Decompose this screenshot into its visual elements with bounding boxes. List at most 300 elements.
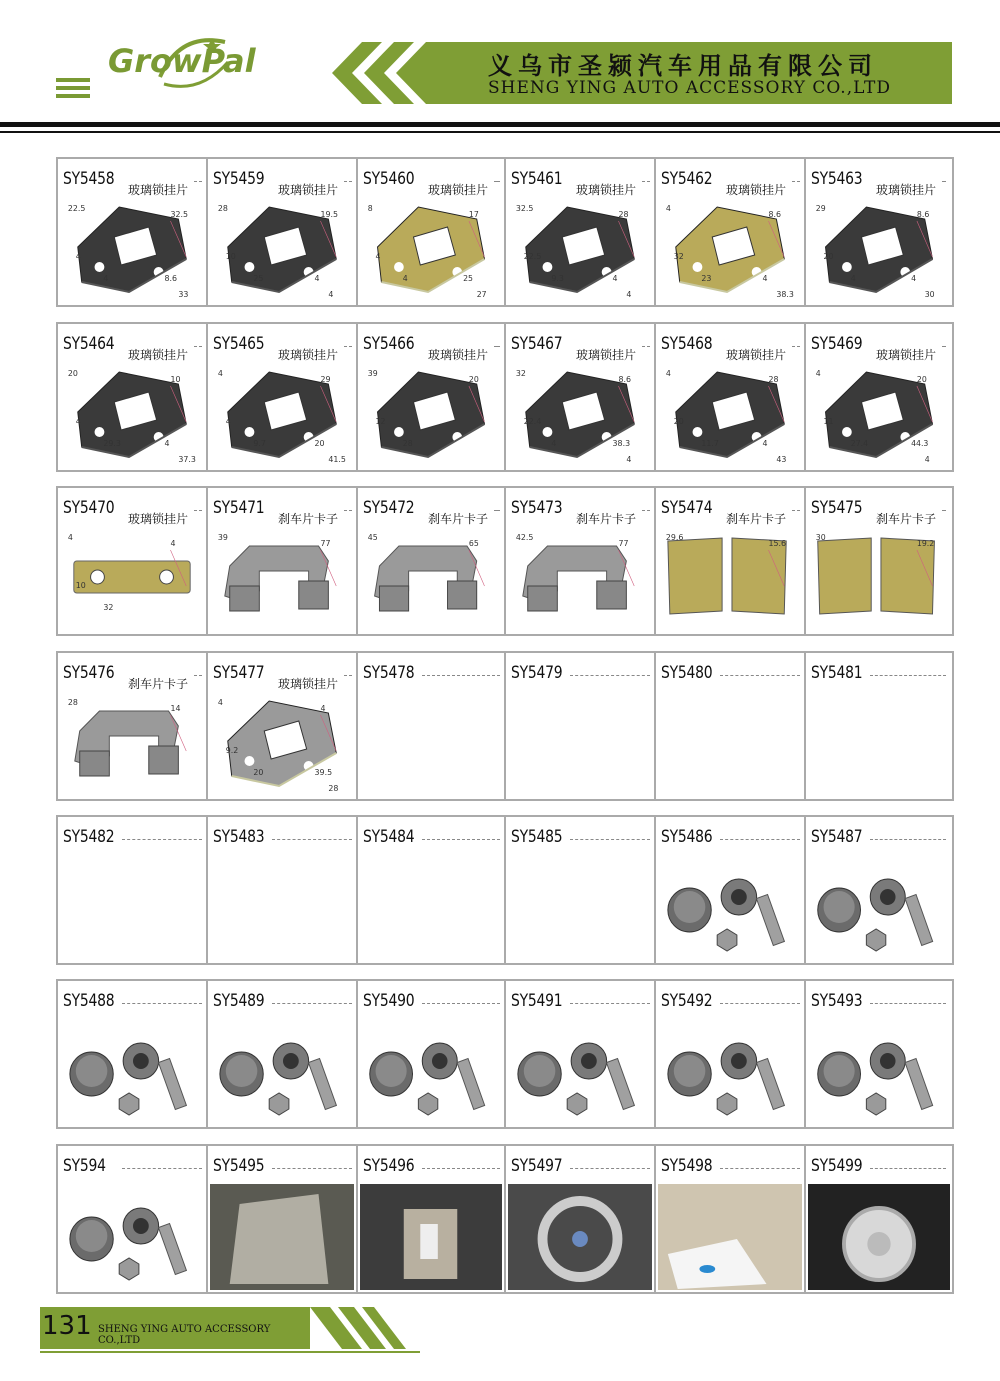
dashed-separator <box>422 675 500 676</box>
dashed-separator <box>720 675 800 676</box>
product-image <box>60 1184 204 1290</box>
dashed-separator <box>942 346 946 347</box>
product-photo <box>508 197 652 303</box>
dimension-label: 28 <box>67 697 78 708</box>
chevron-arrows-icon <box>322 42 442 104</box>
product-photo <box>808 1019 950 1125</box>
dashed-separator <box>494 346 500 347</box>
dimension-label: 22.5 <box>523 251 542 262</box>
product-image <box>60 526 204 632</box>
dimension-label: 10 <box>225 251 236 262</box>
dimension-label: 19.5 <box>320 209 339 220</box>
product-image <box>808 362 950 468</box>
product-photo <box>60 362 204 468</box>
product-photo <box>808 197 950 303</box>
product-cell <box>656 653 806 799</box>
dimension-label: 33 <box>178 289 189 300</box>
footer-stripes-icon <box>310 1307 430 1349</box>
product-cell <box>358 159 506 305</box>
dimension-label: 4 <box>217 697 223 708</box>
company-name-cn: 义乌市圣颍汽车用品有限公司 <box>488 51 878 80</box>
dashed-separator <box>792 510 800 511</box>
dashed-separator <box>194 346 202 347</box>
product-cell <box>506 817 656 963</box>
dimension-label: 20 <box>67 368 78 379</box>
product-photo <box>658 1184 802 1290</box>
dimension-label: 4 <box>402 273 408 284</box>
product-photo <box>508 526 652 632</box>
product-code: SY5469 <box>811 334 863 354</box>
product-photo <box>808 855 950 961</box>
product-photo <box>210 1019 354 1125</box>
product-photo <box>210 1184 354 1290</box>
dashed-separator <box>344 510 352 511</box>
product-code: SY5476 <box>63 663 115 683</box>
product-photo <box>658 197 802 303</box>
dimension-label: 8.6 <box>768 209 782 220</box>
dashed-separator <box>344 675 352 676</box>
dimension-label: 25 <box>463 273 473 284</box>
dashed-separator <box>870 1168 946 1169</box>
product-photo <box>60 1184 204 1290</box>
dimension-label: 20 <box>468 374 479 385</box>
product-code: SY5481 <box>811 663 863 683</box>
product-cell <box>506 324 656 470</box>
product-photo <box>360 197 502 303</box>
dimension-label: 9.2 <box>225 745 239 756</box>
dimension-label: 30 <box>924 289 935 300</box>
dashed-separator <box>272 1168 352 1169</box>
product-code: SY5472 <box>363 498 415 518</box>
product-image <box>658 362 802 468</box>
logo-text: GrowPal <box>108 42 256 80</box>
product-cell <box>806 817 952 963</box>
product-photo <box>658 526 802 632</box>
dashed-separator <box>642 346 650 347</box>
product-cell <box>656 488 806 634</box>
product-name: 刹车片卡子 <box>876 512 937 526</box>
product-code: SY5458 <box>63 169 115 189</box>
product-cell <box>58 488 208 634</box>
product-image <box>508 362 652 468</box>
product-name: 刹车片卡子 <box>576 512 637 526</box>
product-code: SY5495 <box>213 1156 265 1176</box>
product-code: SY5484 <box>363 827 415 847</box>
product-name: 玻璃锁挂片 <box>428 183 489 197</box>
product-cell <box>506 1146 656 1292</box>
dashed-separator <box>122 839 202 840</box>
dimension-label: 4 <box>320 703 326 714</box>
dimension-label: 4 <box>170 538 176 549</box>
product-code: SY5459 <box>213 169 265 189</box>
dimension-label: 77 <box>320 538 331 549</box>
dimension-label: 39.5 <box>314 767 333 778</box>
product-cell <box>656 1146 806 1292</box>
product-code: SY5462 <box>661 169 713 189</box>
product-name: 玻璃锁挂片 <box>576 183 637 197</box>
dimension-label: 8.6 <box>618 374 632 385</box>
product-photo <box>210 526 354 632</box>
product-code: SY5461 <box>511 169 563 189</box>
product-cell <box>208 653 358 799</box>
dimension-label: 22.4 <box>523 416 542 427</box>
product-cell <box>506 159 656 305</box>
dashed-separator <box>570 1168 650 1169</box>
product-code: SY5470 <box>63 498 115 518</box>
product-cell <box>58 159 208 305</box>
dashed-separator <box>272 1003 352 1004</box>
product-photo <box>60 197 204 303</box>
product-row <box>56 486 954 636</box>
dimension-label: 29 <box>815 203 826 214</box>
dashed-separator <box>194 181 202 182</box>
dashed-separator <box>494 510 500 511</box>
product-cell <box>358 981 506 1127</box>
product-image <box>508 526 652 632</box>
product-cell <box>58 653 208 799</box>
product-code: SY5489 <box>213 991 265 1011</box>
dashed-separator <box>792 346 800 347</box>
dimension-label: 38.3 <box>612 438 631 449</box>
product-image <box>658 855 802 961</box>
product-cell <box>358 1146 506 1292</box>
dashed-separator <box>642 510 650 511</box>
dimension-label: 39 <box>367 368 378 379</box>
product-code: SY5479 <box>511 663 563 683</box>
dimension-label: 30 <box>815 532 826 543</box>
dimension-label: 17 <box>468 209 479 220</box>
product-code: SY5485 <box>511 827 563 847</box>
product-code: SY5493 <box>811 991 863 1011</box>
dimension-label: 4 <box>75 251 81 262</box>
dimension-label: 15.6 <box>768 538 787 549</box>
dimension-label: 8 <box>367 203 373 214</box>
dashed-separator <box>344 181 352 182</box>
dimension-label: 4 <box>612 273 618 284</box>
dashed-separator <box>570 1003 650 1004</box>
product-photo <box>808 526 950 632</box>
dashed-separator <box>122 1003 202 1004</box>
product-photo <box>658 362 802 468</box>
dimension-label: 12 <box>375 416 386 427</box>
company-banner <box>440 42 952 104</box>
dashed-separator <box>422 1168 500 1169</box>
product-image <box>808 1019 950 1125</box>
product-image <box>60 691 204 797</box>
product-cell <box>208 1146 358 1292</box>
dashed-separator <box>344 346 352 347</box>
header-rule-thin <box>0 131 1000 133</box>
product-cell <box>208 488 358 634</box>
dimension-label: 32 <box>673 251 684 262</box>
product-image <box>658 1019 802 1125</box>
product-photo <box>508 1184 652 1290</box>
product-photo <box>60 526 204 632</box>
dimension-label: 4 <box>328 289 334 300</box>
product-code: SY5482 <box>63 827 115 847</box>
product-cell <box>208 324 358 470</box>
dimension-label: 4 <box>665 203 671 214</box>
dimension-label: 32 <box>515 368 526 379</box>
dimension-label: 29.3 <box>103 438 121 449</box>
product-code: SY5467 <box>511 334 563 354</box>
dimension-label: 20 <box>314 438 325 449</box>
product-photo <box>360 1184 502 1290</box>
dimension-label: 14 <box>170 703 181 714</box>
product-name: 玻璃锁挂片 <box>128 183 189 197</box>
product-code: SY5497 <box>511 1156 563 1176</box>
product-code: SY5499 <box>811 1156 863 1176</box>
dimension-label: 28 <box>328 783 339 794</box>
product-image <box>210 526 354 632</box>
dimension-label: 4 <box>626 289 632 300</box>
dimension-label: 25 <box>253 273 264 284</box>
dimension-label: 4 <box>924 454 930 465</box>
product-cell <box>656 817 806 963</box>
dashed-separator <box>720 839 800 840</box>
product-image <box>808 1184 950 1290</box>
dimension-label: 28 <box>618 209 629 220</box>
dimension-label: 43 <box>776 454 787 465</box>
dimension-label: 4 <box>67 532 73 543</box>
product-cell <box>358 324 506 470</box>
product-code: SY5473 <box>511 498 563 518</box>
dashed-separator <box>720 1003 800 1004</box>
product-cell <box>506 981 656 1127</box>
dimension-label: 38.3 <box>776 289 794 300</box>
product-code: SY5490 <box>363 991 415 1011</box>
dimension-label: 27.4 <box>850 438 869 449</box>
product-code: SY5496 <box>363 1156 415 1176</box>
product-code: SY5498 <box>661 1156 713 1176</box>
product-code: SY5483 <box>213 827 265 847</box>
dimension-label: 11 <box>823 416 834 427</box>
dimension-label: 39 <box>217 532 228 543</box>
dashed-separator <box>194 510 202 511</box>
footer-bar <box>40 1307 310 1349</box>
product-code: SY5468 <box>661 334 713 354</box>
product-name: 玻璃锁挂片 <box>278 348 339 362</box>
product-cell <box>806 488 952 634</box>
product-image <box>60 362 204 468</box>
product-name: 玻璃锁挂片 <box>128 512 189 526</box>
product-row <box>56 157 954 307</box>
product-cell <box>58 324 208 470</box>
product-image <box>808 197 950 303</box>
product-photo <box>360 362 502 468</box>
product-row <box>56 322 954 472</box>
dashed-separator <box>870 1003 946 1004</box>
dashed-separator <box>792 181 800 182</box>
dimension-label: 32 <box>103 602 114 613</box>
dimension-label: 20 <box>916 374 927 385</box>
dimension-label: 4 <box>225 416 231 427</box>
dimension-label: 20 <box>823 251 834 262</box>
page-header <box>0 0 1000 140</box>
product-photo <box>60 691 204 797</box>
product-photo <box>360 526 502 632</box>
product-image <box>360 1019 502 1125</box>
product-image <box>508 1184 652 1290</box>
dashed-separator <box>570 839 650 840</box>
dimension-label: 10 <box>75 580 86 591</box>
dimension-label: 4 <box>551 438 557 449</box>
dashed-separator <box>122 1168 202 1169</box>
product-image <box>210 362 354 468</box>
dashed-separator <box>494 181 500 182</box>
product-name: 玻璃锁挂片 <box>576 348 637 362</box>
product-row <box>56 1144 954 1294</box>
logo-stripes <box>56 78 90 102</box>
product-image <box>360 1184 502 1290</box>
dimension-label: 20 <box>253 767 264 778</box>
product-image <box>60 1019 204 1125</box>
dimension-label: 4 <box>314 273 320 284</box>
product-code: SY594 <box>63 1156 106 1176</box>
product-cell <box>806 981 952 1127</box>
page-footer <box>40 1307 952 1351</box>
product-code: SY5465 <box>213 334 265 354</box>
company-name-en: SHENG YING AUTO ACCESSORY CO.,LTD <box>488 78 891 98</box>
product-image <box>508 197 652 303</box>
dashed-separator <box>570 675 650 676</box>
product-name: 刹车片卡子 <box>428 512 489 526</box>
product-cell <box>358 653 506 799</box>
product-cell <box>656 324 806 470</box>
product-code: SY5486 <box>661 827 713 847</box>
product-code: SY5464 <box>63 334 115 354</box>
product-code: SY5475 <box>811 498 863 518</box>
product-cell <box>58 817 208 963</box>
dimension-label: 4 <box>850 273 856 284</box>
dimension-label: 4 <box>762 438 768 449</box>
product-image <box>658 1184 802 1290</box>
footer-company: SHENG YING AUTO ACCESSORY CO.,LTD <box>98 1324 271 1346</box>
dashed-separator <box>642 181 650 182</box>
dashed-separator <box>720 1168 800 1169</box>
product-code: SY5477 <box>213 663 265 683</box>
product-cell <box>806 159 952 305</box>
product-name: 玻璃锁挂片 <box>278 183 339 197</box>
page-number: 131 <box>42 1311 92 1341</box>
dashed-separator <box>272 839 352 840</box>
product-cell <box>58 981 208 1127</box>
dimension-label: 32.5 <box>170 209 189 220</box>
dimension-label: 22.5 <box>67 203 86 214</box>
footer-line <box>40 1351 420 1353</box>
product-image <box>360 197 502 303</box>
dimension-label: 77 <box>618 538 629 549</box>
product-code: SY5480 <box>661 663 713 683</box>
product-cell <box>506 488 656 634</box>
dimension-label: 10 <box>170 374 181 385</box>
product-code: SY5491 <box>511 991 563 1011</box>
product-code: SY5466 <box>363 334 415 354</box>
dimension-label: 29.6 <box>665 532 684 543</box>
product-photo <box>658 1019 802 1125</box>
dimension-label: 4 <box>665 368 671 379</box>
product-image <box>808 526 950 632</box>
dimension-label: 4 <box>626 454 632 465</box>
dimension-label: 28 <box>402 438 413 449</box>
product-row <box>56 815 954 965</box>
dimension-label: 4 <box>762 273 768 284</box>
product-code: SY5487 <box>811 827 863 847</box>
product-image <box>658 197 802 303</box>
dimension-label: 8.6 <box>164 273 178 284</box>
product-photo <box>808 362 950 468</box>
product-photo <box>508 362 652 468</box>
dimension-label: 20 <box>673 416 684 427</box>
header-rule-thick <box>0 122 1000 127</box>
product-image <box>60 197 204 303</box>
dimension-label: 45 <box>367 532 378 543</box>
product-photo <box>360 1019 502 1125</box>
product-name: 玻璃锁挂片 <box>128 348 189 362</box>
product-image <box>360 362 502 468</box>
product-name: 玻璃锁挂片 <box>726 183 787 197</box>
product-name: 玻璃锁挂片 <box>726 348 787 362</box>
dimension-label: 44.3 <box>911 438 929 449</box>
product-photo <box>210 197 354 303</box>
product-photo <box>808 1184 950 1290</box>
dashed-separator <box>422 839 500 840</box>
product-code: SY5471 <box>213 498 265 518</box>
dimension-label: 28 <box>768 374 779 385</box>
dashed-separator <box>870 839 946 840</box>
dimension-label: 4 <box>375 251 381 262</box>
product-cell <box>358 488 506 634</box>
dimension-label: 8.6 <box>916 209 930 220</box>
product-image <box>210 1019 354 1125</box>
product-cell <box>208 817 358 963</box>
dimension-label: 9.3 <box>551 273 564 284</box>
dimension-label: 32.5 <box>515 203 534 214</box>
product-image <box>210 691 354 797</box>
dimension-label: 29 <box>320 374 331 385</box>
dashed-separator <box>942 181 946 182</box>
dimension-label: 42.5 <box>515 532 534 543</box>
product-cell <box>656 159 806 305</box>
dimension-label: 4 <box>911 273 917 284</box>
product-code: SY5488 <box>63 991 115 1011</box>
dashed-separator <box>422 1003 500 1004</box>
dimension-label: 4 <box>75 416 81 427</box>
product-code: SY5460 <box>363 169 415 189</box>
product-code: SY5478 <box>363 663 415 683</box>
product-photo <box>658 855 802 961</box>
dimension-label: 4 <box>217 368 223 379</box>
product-image <box>360 526 502 632</box>
dashed-separator <box>870 675 946 676</box>
product-name: 刹车片卡子 <box>278 512 339 526</box>
product-name: 玻璃锁挂片 <box>876 183 937 197</box>
product-name: 玻璃锁挂片 <box>428 348 489 362</box>
product-photo <box>508 1019 652 1125</box>
dimension-label: 27 <box>476 289 487 300</box>
product-image <box>658 526 802 632</box>
product-name: 刹车片卡子 <box>726 512 787 526</box>
product-cell <box>358 817 506 963</box>
dimension-label: 41.5 <box>328 454 346 465</box>
dimension-label: 4 <box>164 438 170 449</box>
product-photo <box>60 1019 204 1125</box>
product-image <box>210 197 354 303</box>
product-name: 玻璃锁挂片 <box>278 677 339 691</box>
product-cell <box>208 159 358 305</box>
dashed-separator <box>194 675 202 676</box>
dimension-label: 37.3 <box>178 454 196 465</box>
